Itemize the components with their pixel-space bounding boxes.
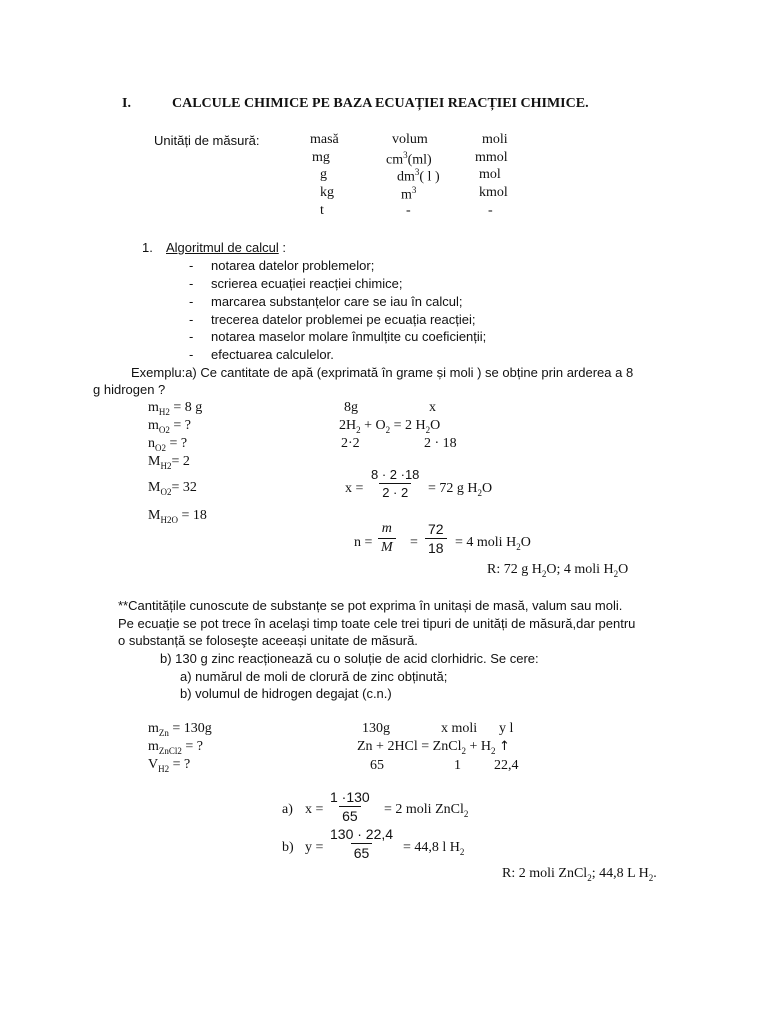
gas-evolution-arrow-icon: ↑ (498, 739, 510, 754)
fraction-72-over-18: $\frac{72}{18}$ (425, 521, 447, 556)
algorithm-step: efectuarea calculelor. (211, 347, 334, 362)
answer-a: R: 72 g $H_2O$; 4 moli $H_2O$ (487, 562, 629, 579)
algorithm-step: notarea datelor problemelor; (211, 258, 375, 273)
units-cell: t (320, 203, 324, 218)
calc-label-b: b) (282, 840, 294, 855)
units-cell: mol (479, 167, 501, 182)
fraction-b: $\frac{130 \cdot 22,4}{65}$ (330, 826, 394, 861)
algorithm-heading: Algoritmul de calcul : (166, 240, 286, 255)
equation-coef: 22,4 (494, 758, 519, 773)
units-cell: kg (320, 185, 334, 200)
units-cell: mg (312, 150, 330, 165)
data-MO2: $M_{O2}= 32$ (148, 480, 197, 497)
data-VH2: $V_{H2}$ = ? (148, 757, 191, 774)
result-a: = 2 moli ZnCl$_2$ (384, 802, 469, 819)
reaction-equation: Zn + 2HCl = ZnCl$_2$ + $H_2$ ↑ (357, 739, 510, 756)
equation-coef: 1 (454, 758, 461, 773)
example-a-statement-cont: g hidrogen ? (93, 382, 166, 397)
equation-coef: 2 · 18 (424, 436, 457, 451)
algorithm-step: trecerea datelor problemei pe ecuația reacției; (211, 312, 476, 327)
example-b-statement: b) 130 g zinc reacționează cu o soluție de acid clorhidric. Se cere: (160, 651, 539, 666)
n-equals: n = (354, 535, 373, 550)
data-nO2: $n_{O2}$ = ? (148, 436, 188, 453)
x-result: = 72 g $H_2O$ (428, 481, 493, 498)
equation-coef: 65 (370, 758, 384, 773)
fraction-m-over-M: $\frac{m}{M}$ (378, 521, 396, 556)
equation-coef: 2·2 (341, 436, 360, 451)
page-title: CALCULE CHIMICE PE BAZA ECUAȚIEI REACȚIEI CHIMICE. (172, 96, 589, 111)
equation-unknown: y l (499, 721, 514, 736)
note-line: Pe ecuație se pot trece în acelaşi timp toate cele trei tipuri de unități de măsură,dar pentru (118, 616, 636, 631)
n-result: = 4 moli $H_2O$ (455, 535, 531, 552)
units-cell: $m^3$ (401, 185, 417, 203)
section-number: I. (122, 96, 131, 111)
algorithm-step: scrierea ecuației reacției chimice; (211, 276, 403, 291)
units-cell: kmol (479, 185, 508, 200)
algorithm-step: marcarea substanțelor care se iau în calcul; (211, 294, 463, 309)
units-header-mass: masă (310, 132, 339, 147)
equation-unknown: x (429, 400, 436, 415)
equation-given: 8g (344, 400, 358, 415)
note-line: o substanță se foloseşte aceeași unitate de măsură. (118, 633, 418, 648)
units-cell: - (406, 203, 411, 218)
algorithm-step: notarea maselor molare înmulțite cu coeficienții; (211, 329, 487, 344)
result-b: = 44,8 l $H_2$ (403, 840, 465, 857)
data-mZn: $m_{Zn} = 130g$ (148, 721, 212, 738)
example-b-question: b) volumul de hidrogen degajat (c.n.) (180, 686, 392, 701)
data-MH2: $M_{H2}= 2$ (148, 454, 190, 471)
fraction-a: $\frac{1 \cdot 130}{65}$ (330, 789, 370, 824)
data-mO2: $m_{O2}$ = ? (148, 418, 191, 435)
data-MH2O: $M_{H2O} = 18$ (148, 508, 207, 525)
reaction-equation: $2H_2 + O_2 = 2$ $H_2O$ (339, 418, 441, 435)
algorithm-number: 1. (142, 240, 153, 255)
example-a-statement: Exemplu:a) Ce cantitate de apă (exprimată în grame și moli ) se obține prin arderea a 8 (131, 365, 634, 380)
units-cell: mmol (475, 150, 508, 165)
fraction-x: $\frac{8 \cdot 2 \cdot 18}{2 \cdot 2}$ (371, 467, 420, 500)
units-cell: - (488, 203, 493, 218)
answer-b: R: 2 moli ZnCl$_2$; 44,8 L $H_2$. (502, 866, 657, 883)
units-cell: g (320, 167, 327, 182)
example-b-question: a) numărul de moli de clorură de zinc obținută; (180, 669, 448, 684)
x-equals: x = (345, 481, 364, 496)
calc-label-a: a) (282, 802, 293, 817)
units-cell: $cm^3(ml)$ (386, 150, 432, 168)
data-mH2: $m_{H2} = 8$ g (148, 400, 203, 417)
units-header-volume: volum (392, 132, 428, 147)
equation-unknown: x moli (441, 721, 478, 736)
units-header-moles: moli (482, 132, 508, 147)
equation-given: 130g (362, 721, 390, 736)
units-cell: $dm^3$( l ) (397, 167, 440, 185)
units-label: Unități de măsură: (154, 133, 260, 148)
note-line: **Cantitățile cunoscute de substanțe se pot exprima în unitași de masă, valum sau moli. (118, 598, 623, 613)
data-mZnCl2: $m_{ZnCl2}$ = ? (148, 739, 204, 756)
